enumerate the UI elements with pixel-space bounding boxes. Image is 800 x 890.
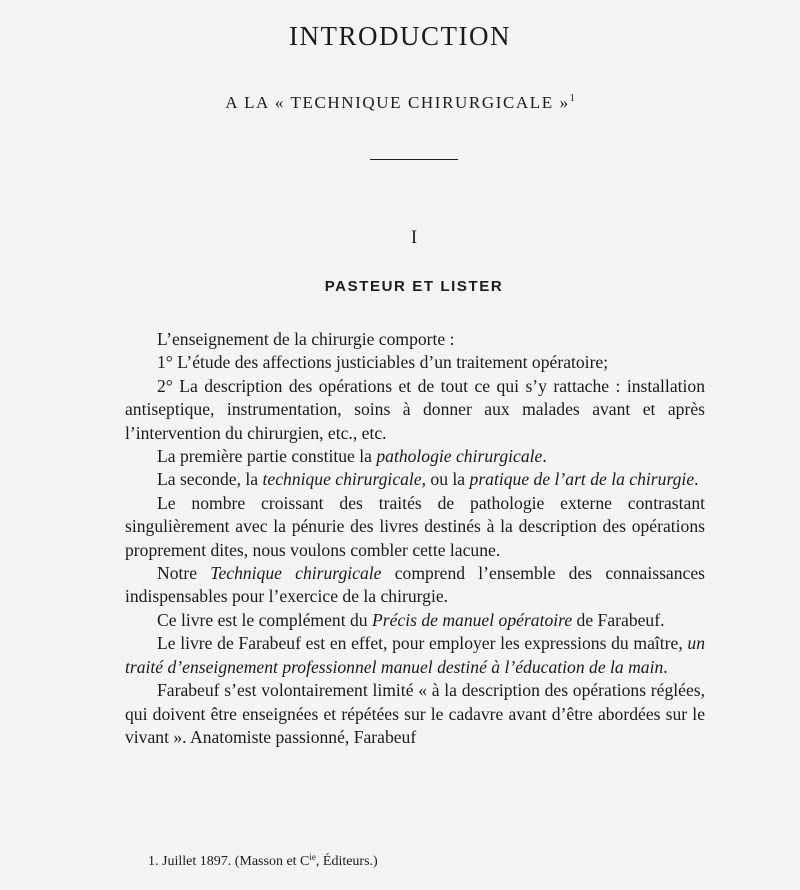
paragraph-5 (125, 468, 705, 491)
text-run: La première partie constitue la (157, 446, 377, 467)
italic-term: technique chirurgicale (262, 469, 422, 490)
italic-quote: un traité d’enseignement professionnel manuel destiné à l’éducation de la main (125, 633, 705, 677)
paragraph-7 (125, 562, 705, 609)
paragraph-10: Farabeuf s’est volontairement limité « à la description des opérations réglées, qui doivent être enseignées et répétées sur le cadavre avant d’être abordées sur le vivant ». Anatomiste passionné, Farabeuf (125, 680, 705, 747)
body-text (125, 328, 705, 749)
text-run: de Farabeuf. (572, 609, 665, 630)
section-heading: PASTEUR ET LISTER (324, 278, 504, 295)
paragraph-3: 2° La description des opérations et de tout ce qui s’y rattache : installation antiseptique, instrumentation, soins à donner aux malades avant et après l’intervention du chirurgien, etc., etc. (125, 375, 705, 443)
paragraph-8 (125, 609, 705, 632)
text-run: La seconde, la (157, 469, 263, 490)
footnote-superscript: ie (309, 852, 316, 862)
footnote (148, 846, 708, 873)
paragraph-1: L’enseignement de la chirurgie comporte : (157, 329, 455, 349)
page-title: INTRODUCTION (289, 21, 511, 51)
text-run: , ou la (421, 469, 470, 490)
paragraph-9 (125, 632, 705, 679)
text-run: comprend l’ensemble des connaissances indispensables pour l’exercice de la chirurgie. (125, 563, 706, 607)
italic-title: Précis de manuel opératoire (371, 609, 573, 630)
paragraph-4 (125, 445, 705, 468)
footnote-text: Juillet 1897. (Masson et C (162, 854, 310, 869)
text-run: . (694, 469, 699, 490)
page-subtitle (0, 86, 800, 116)
text-run: . (663, 656, 668, 677)
italic-title: Technique chirurgicale (210, 563, 382, 584)
subtitle-text: A LA « TECHNIQUE CHIRURGICALE » (225, 93, 570, 112)
title-divider (370, 159, 458, 160)
text-run: . (542, 446, 547, 467)
section-numeral: I (410, 227, 418, 248)
footnote-text-end: , Éditeurs.) (315, 854, 378, 869)
text-run: Le livre de Farabeuf est en effet, pour employer les expressions du maître, (157, 633, 688, 654)
paragraph-6: Le nombre croissant des traités de pathologie externe contrastant singulièrement avec la pénurie des livres destinés à la description des opérations proprement dites, nous voulons combler cette lacune. (125, 492, 705, 560)
italic-term: pathologie chirurgicale (376, 446, 543, 467)
text-run: Ce livre est le complément du (157, 609, 372, 630)
footnote-mark: 1. (148, 854, 159, 869)
footnote-reference[interactable]: 1 (569, 93, 575, 104)
paragraph-2: 1° L’étude des affections justiciables d’un traitement opératoire; (157, 352, 609, 373)
italic-term: pratique de l’art de la chirurgie (469, 469, 695, 490)
text-run: Notre (157, 563, 211, 584)
